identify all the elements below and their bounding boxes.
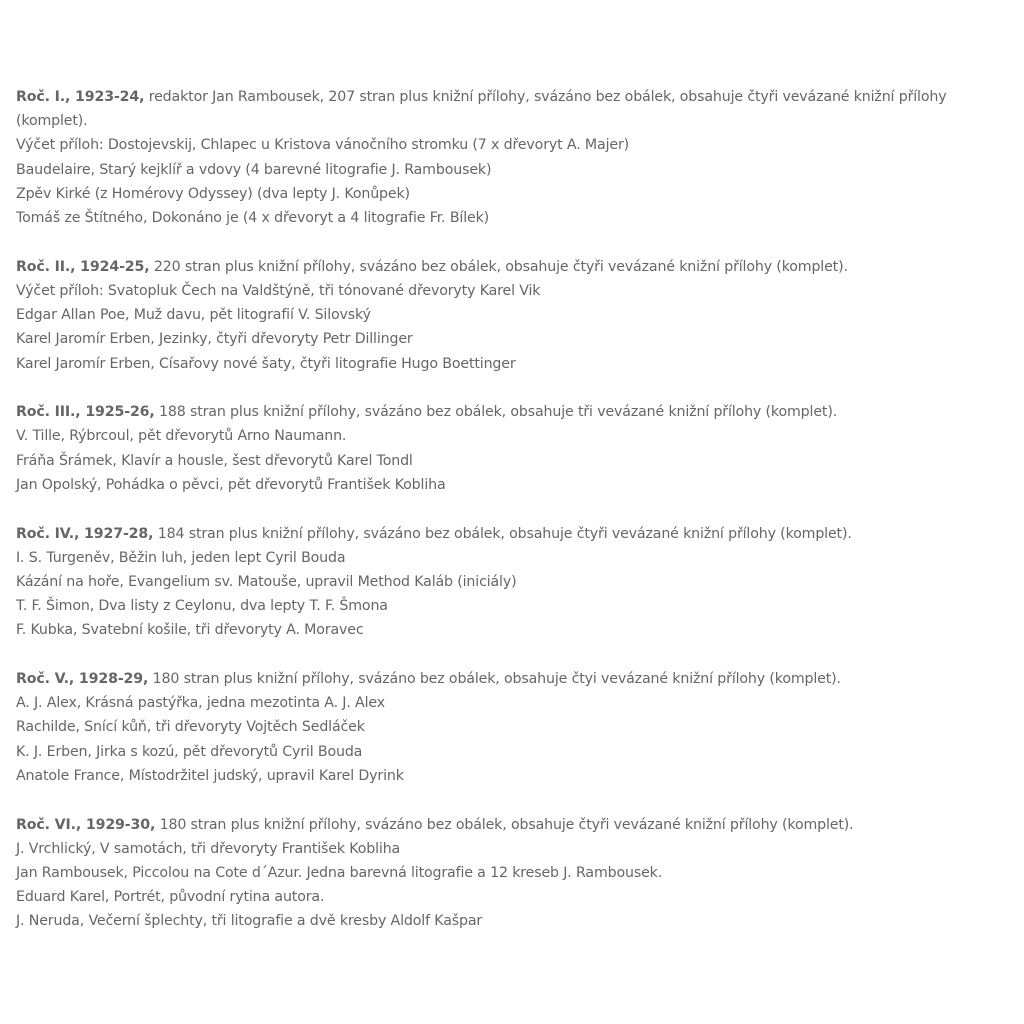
- supplement-line: Jan Opolský, Pohádka o pěvci, pět dřevorytů František Kobliha: [16, 476, 446, 493]
- supplement-line: Karel Jaromír Erben, Jezinky, čtyři dřevoryty Petr Dillinger: [16, 331, 413, 348]
- supplement-line: K. J. Erben, Jirka s kozú, pět dřevorytů Cyril Bouda: [16, 743, 363, 760]
- supplement-line: V. Tille, Rýbrcoul, pět dřevorytů Arno Naumann.: [16, 428, 347, 445]
- supplement-line: Výčet příloh: Svatopluk Čech na Valdštýně, tři tónované dřevoryty Karel Vik: [16, 282, 541, 299]
- volume-5: [16, 667, 1016, 788]
- volume-header: [16, 522, 1016, 546]
- supplement-line: Edgar Allan Poe, Muž davu, pět litografií V. Silovský: [16, 307, 371, 324]
- volume-3: [16, 400, 1016, 497]
- volume-label: Roč. V., 1928-29,: [16, 671, 149, 688]
- volume-list: [16, 85, 1016, 958]
- volume-header: [16, 85, 1016, 133]
- volume-1: [16, 85, 1016, 230]
- supplement-line: Jan Rambousek, Piccolou na Cote d´Azur. Jedna barevná litografie a 12 kreseb J. Rambousek.: [16, 864, 663, 881]
- volume-summary: 180 stran plus knižní přílohy, svázáno bez obálek, obsahuje čtyři vevázané knižní přílohy (komplet).: [155, 816, 854, 833]
- supplement-line: T. F. Šimon, Dva listy z Ceylonu, dva lepty T. F. Šmona: [16, 598, 388, 615]
- supplement-line: A. J. Alex, Krásná pastýřka, jedna mezotinta A. J. Alex: [16, 695, 385, 712]
- volume-label: Roč. II., 1924-25,: [16, 258, 150, 275]
- volume-summary: redaktor Jan Rambousek, 207 stran plus knižní přílohy, svázáno bez obálek, obsahuje čtyři vevázané knižní přílohy (komplet).: [16, 89, 947, 130]
- volume-summary: 180 stran plus knižní přílohy, svázáno bez obálek, obsahuje čtyi vevázané knižní přílohy (komplet).: [148, 671, 841, 688]
- supplement-line: Výčet příloh: Dostojevskij, Chlapec u Kristova vánočního stromku (7 x dřevoryt A. Majer): [16, 137, 630, 154]
- volume-header: [16, 667, 1016, 691]
- volume-6: [16, 813, 1016, 934]
- volume-label: Roč. III., 1925-26,: [16, 404, 155, 421]
- volume-summary: 184 stran plus knižní přílohy, svázáno bez obálek, obsahuje čtyři vevázané knižní přílohy (komplet).: [153, 525, 852, 542]
- supplement-line: Zpěv Kirké (z Homérovy Odyssey) (dva lepty J. Konůpek): [16, 185, 410, 202]
- volume-header: [16, 400, 1016, 424]
- supplement-line: Tomáš ze Štítného, Dokonáno je (4 x dřevoryt a 4 litografie Fr. Bílek): [16, 210, 490, 227]
- volume-header: [16, 255, 1016, 279]
- supplement-line: J. Vrchlický, V samotách, tři dřevoryty František Kobliha: [16, 840, 401, 857]
- supplement-line: Anatole France, Místodržitel judský, upravil Karel Dyrink: [16, 767, 404, 784]
- volume-label: Roč. VI., 1929-30,: [16, 816, 156, 833]
- volume-label: Roč. I., 1923-24,: [16, 89, 145, 105]
- supplement-line: Eduard Karel, Portrét, původní rytina autora.: [16, 889, 325, 906]
- supplement-line: Karel Jaromír Erben, Císařovy nové šaty, čtyři litografie Hugo Boettinger: [16, 355, 516, 372]
- volume-2: [16, 255, 1016, 376]
- volume-summary: 188 stran plus knižní přílohy, svázáno bez obálek, obsahuje tři vevázané knižní přílohy (komplet).: [154, 404, 838, 421]
- supplement-line: Kázání na hoře, Evangelium sv. Matouše, upravil Method Kaláb (iniciály): [16, 573, 517, 590]
- supplement-line: J. Neruda, Večerní šplechty, tři litografie a dvě kresby Aldolf Kašpar: [16, 913, 483, 930]
- supplement-line: Baudelaire, Starý kejklíř a vdovy (4 barevné litografie J. Rambousek): [16, 161, 492, 178]
- volume-header: [16, 813, 1016, 837]
- volume-summary: 220 stran plus knižní přílohy, svázáno bez obálek, obsahuje čtyři vevázané knižní přílohy (komplet).: [149, 258, 848, 275]
- supplement-line: Rachilde, Snící kůň, tři dřevoryty Vojtěch Sedláček: [16, 719, 365, 736]
- volume-4: [16, 522, 1016, 643]
- volume-label: Roč. IV., 1927-28,: [16, 525, 154, 542]
- supplement-line: I. S. Turgeněv, Běžin luh, jeden lept Cyril Bouda: [16, 549, 346, 566]
- supplement-line: Fráňa Šrámek, Klavír a housle, šest dřevorytů Karel Tondl: [16, 452, 413, 469]
- supplement-line: F. Kubka, Svatební košile, tři dřevoryty A. Moravec: [16, 622, 364, 639]
